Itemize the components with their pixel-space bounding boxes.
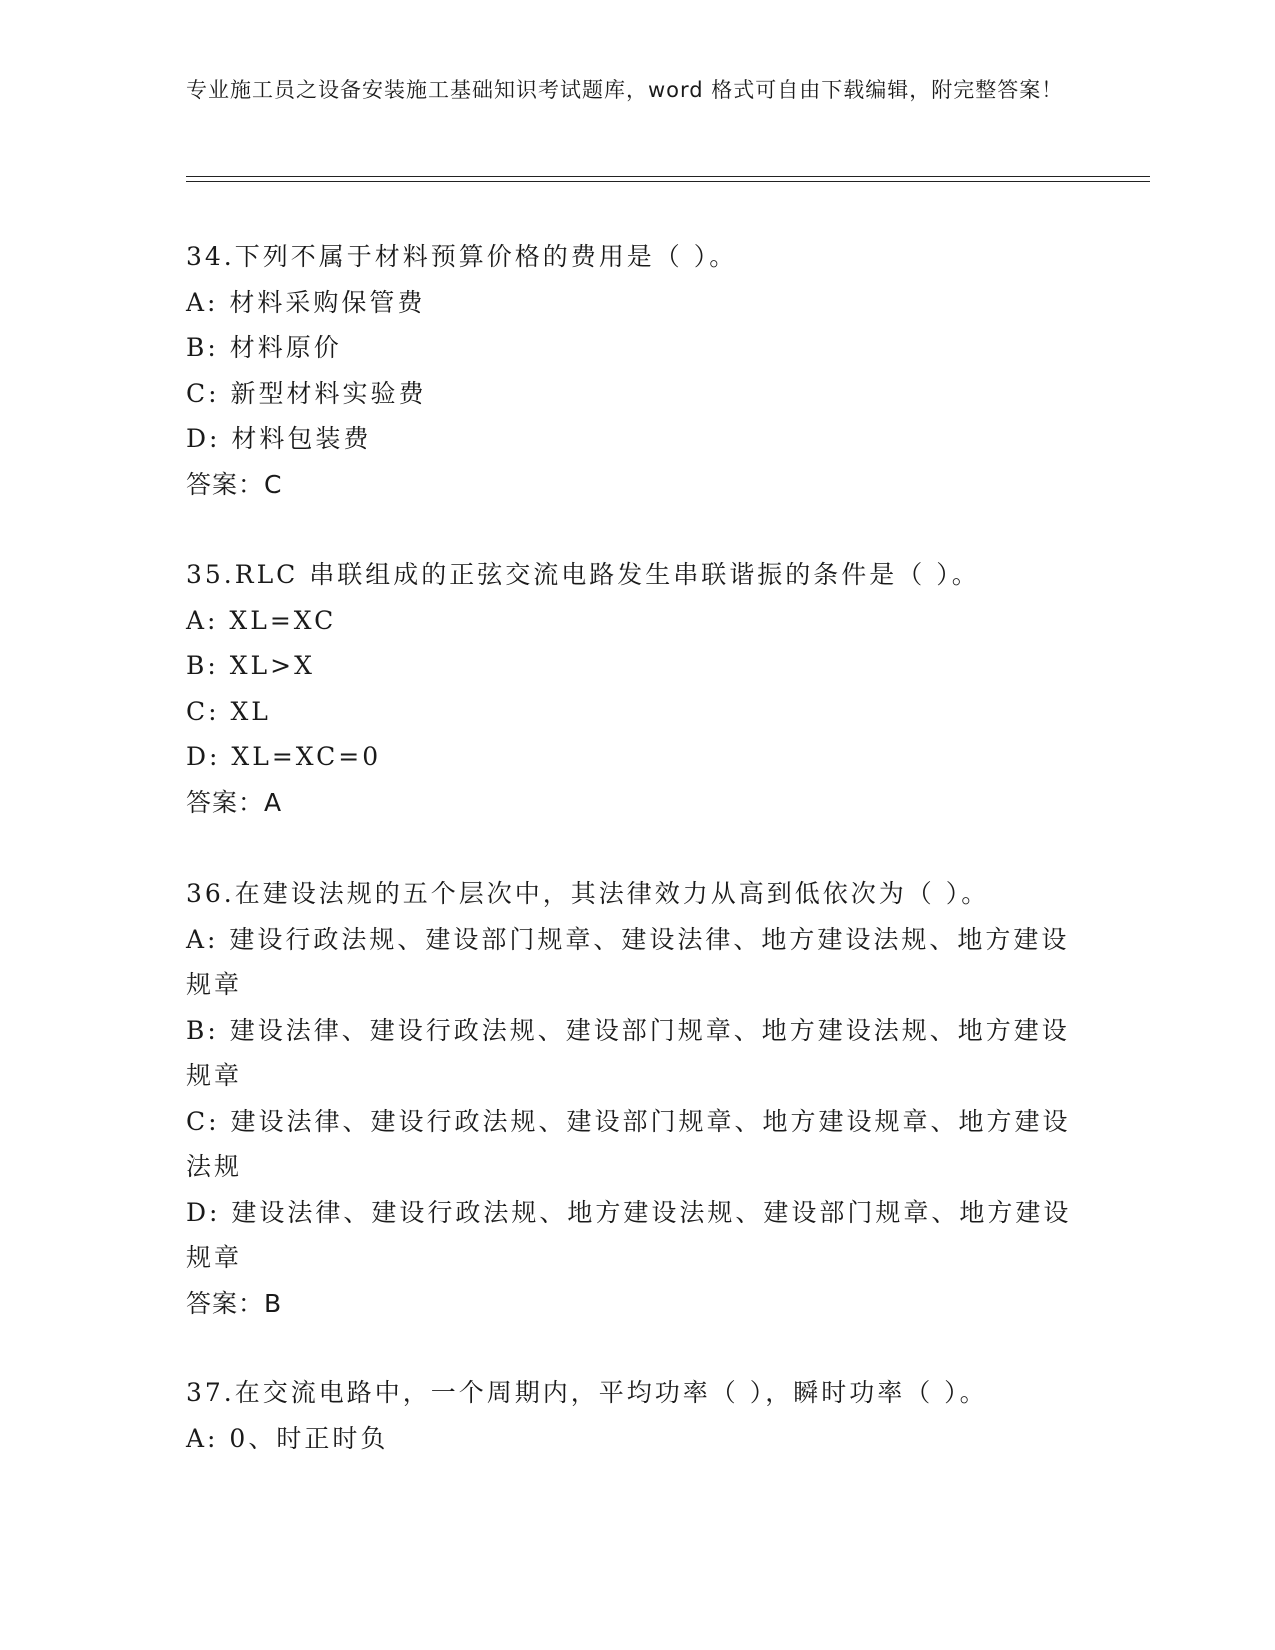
question-stem: 36.在建设法规的五个层次中，其法律效力从高到低依次为（ ）。: [186, 879, 990, 908]
question-34: [186, 234, 1076, 507]
answer: 答案：C: [186, 469, 283, 499]
option-d: D: 建设法律、建设行政法规、地方建设法规、建设部门规章、地方建设规章: [186, 1197, 1072, 1272]
option-c: C: 建设法律、建设行政法规、建设部门规章、地方建设规章、地方建设法规: [186, 1106, 1071, 1181]
option-a: A: 0、时正时负: [186, 1423, 389, 1453]
answer: 答案：B: [186, 1288, 283, 1318]
option-a: A: XL=XC: [186, 605, 337, 635]
option-b: B: 材料原价: [186, 333, 342, 362]
option-c: C: 新型材料实验费: [186, 378, 427, 408]
header-divider-bottom: [186, 181, 1150, 182]
option-b: B: XL>X: [186, 651, 315, 680]
option-d: D: 材料包装费: [186, 424, 372, 453]
document-header: 专业施工员之设备安装施工基础知识考试题库，word 格式可自由下载编辑，附完整答案！: [186, 78, 1064, 102]
option-c: C: XL: [186, 696, 271, 726]
header-divider-top: [186, 176, 1150, 177]
question-37: [186, 1370, 1076, 1461]
question-35: [186, 552, 1076, 825]
answer: 答案：A: [186, 787, 283, 817]
question-36: [186, 871, 1076, 1326]
option-b: B: 建设法律、建设行政法规、建设部门规章、地方建设法规、地方建设规章: [186, 1015, 1070, 1090]
question-stem: 35.RLC 串联组成的正弦交流电路发生串联谐振的条件是（ ）。: [186, 560, 980, 589]
option-a: A: 建设行政法规、建设部门规章、建设法律、地方建设法规、地方建设规章: [186, 924, 1070, 999]
option-d: D: XL=XC=0: [186, 742, 382, 771]
question-stem: 34.下列不属于材料预算价格的费用是（ ）。: [186, 242, 738, 271]
question-stem: 37.在交流电路中，一个周期内，平均功率（ ），瞬时功率（ ）。: [186, 1378, 988, 1407]
option-a: A: 材料采购保管费: [186, 287, 426, 317]
